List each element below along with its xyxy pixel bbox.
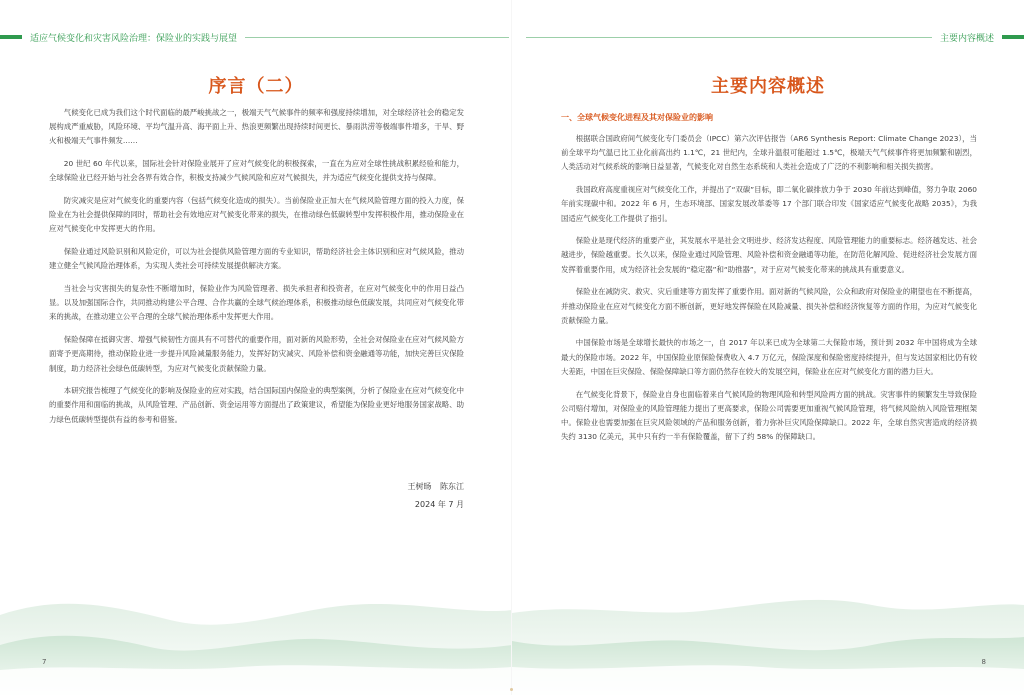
preface-body bbox=[49, 106, 464, 435]
running-head-bar bbox=[0, 35, 22, 39]
page-title: 主要内容概述 bbox=[711, 76, 825, 97]
paragraph: 本研究报告梳理了气候变化的影响及保险业的应对实践，结合国际国内保险业的典型案例，分析了保险业在应对气候变化中的重要作用和面临的挑战，从风险管理、产品创新、资金运用等方面提出了政策建议，希望能为保险业更好地服务国家战略、助力绿色低碳转型提供有益的参考和借鉴。 bbox=[49, 386, 464, 424]
paragraph: 气候变化已成为我们这个时代面临的最严峻挑战之一，极端天气气候事件的频率和强度持续增加，对全球经济社会的稳定发展构成严重威胁，风险环境、平均气温升高、海平面上升、热浪更频繁出现持续时间更长、暴雨洪涝等极端事件增多，干旱、野火和极端天气事件频发…… bbox=[49, 108, 464, 146]
running-head-left bbox=[0, 31, 509, 43]
paragraph: 防灾减灾是应对气候变化的重要内容（包括气候变化造成的损失）。当前保险业正加大在气候风险管理方面的投入力度，保险业在为社会提供保障的同时，帮助社会有效地应对气候变化带来的损失，在推动绿色低碳转型中发挥积极作用，推动保险业在应对气候变化中发挥更大的作用。 bbox=[49, 196, 464, 234]
paragraph: 中国保险市场是全球增长最快的市场之一，自 2017 年以来已成为全球第二大保险市场，预计到 2032 年中国将成为全球最大的保险市场。2022 年，中国保险业原保险保费收入 4.7 万亿元，保险深度和保险密度持续提升，但与发达国家相比仍有较大差距，中国在巨灾保险、保险保障缺口等方面仍然存在较大的发展空间，保险业在应对气候变化方面的潜力巨大。 bbox=[561, 338, 977, 376]
running-head-rule bbox=[526, 37, 932, 38]
paragraph: 保险业通过风险识别和风险定价，可以为社会提供风险管理方面的专业知识，帮助经济社会主体识别和应对气候风险，推动建立健全气候风险治理体系，为实现人类社会可持续发展提供解决方案。 bbox=[49, 247, 464, 271]
summary-body bbox=[561, 132, 977, 453]
mountain-landscape-illustration bbox=[0, 575, 512, 695]
page-number: 7 bbox=[42, 658, 47, 666]
paragraph: 保险保障在抵御灾害、增强气候韧性方面具有不可替代的重要作用，面对新的风险形势，全社会对保险业在应对气候风险方面寄予更高期待，推动保险业进一步提升风险减量服务能力，发挥好防灾减灾、风险补偿和资金融通等功能，加快完善巨灾保险制度，助力经济社会绿色低碳转型，为应对气候变化贡献保险力量。 bbox=[49, 335, 464, 373]
mountain-landscape-illustration bbox=[512, 575, 1024, 695]
running-head-rule bbox=[245, 37, 509, 38]
paragraph: 根据联合国政府间气候变化专门委员会（IPCC）第六次评估报告（AR6 Synthesis Report: Climate Change 2023），当前全球平均气温已比工业化前高出约 1.1℃，21 世纪内，全球升温很可能超过 1.5℃，极端天气气候事件将更加频繁和剧烈，人类活动对气候系统的影响日益显著，气候变化对自然生态系统和人类社会造成了广泛的不利影响和相关损失损害。 bbox=[561, 134, 977, 172]
running-head-bar bbox=[1002, 35, 1024, 39]
right-page bbox=[512, 0, 1024, 695]
page-title: 序言（二） bbox=[208, 76, 304, 97]
paragraph: 保险业在减防灾、救灾、灾后重建等方面发挥了重要作用。面对新的气候风险，公众和政府对保险业的期望也在不断提高，并推动保险业在应对气候变化方面不断创新，更好地发挥保险在风险减量、损失补偿和经济恢复等方面的作用，为应对气候变化贡献保险力量。 bbox=[561, 287, 977, 325]
paragraph: 保险业是现代经济的重要产业，其发展水平是社会文明进步、经济发达程度、风险管理能力的重要标志。经济越发达、社会越进步，保险越重要。长久以来，保险业通过风险管理、风险补偿和资金融通等功能，在防范化解风险、促进经济社会发展方面发挥着重要作用，成为经济社会发展的“稳定器”和“助推器”，对于应对气候变化带来的挑战具有重要意义。 bbox=[561, 236, 977, 274]
section-heading: 一、全球气候变化进程及其对保险业的影响 bbox=[561, 113, 713, 122]
running-head-text: 主要内容概述 bbox=[939, 33, 994, 44]
signature-names: 王树旸 陈东江 bbox=[407, 482, 464, 491]
running-head-text: 适应气候变化和灾害风险治理：保险业的实践与展望 bbox=[30, 33, 238, 44]
page-number: 8 bbox=[981, 658, 986, 666]
paragraph: 在气候变化背景下，保险业自身也面临着来自气候风险的物理风险和转型风险两方面的挑战。灾害事件的频繁发生导致保险公司赔付增加，对保险业的风险管理能力提出了更高要求，保险公司需要更加重视气候风险管理，将气候风险纳入风险管理框架中。保险业也需要加强在巨灾风险领域的产品和服务创新，着力弥补巨灾风险保障缺口。2022 年，全球自然灾害造成的经济损失约 3130 亿美元，其中只有约一半有保险覆盖，留下了约 58% 的保障缺口。 bbox=[561, 389, 977, 442]
running-head-right bbox=[526, 31, 1024, 43]
paragraph: 我国政府高度重视应对气候变化工作，并提出了“双碳”目标，即二氧化碳排放力争于 2030 年前达到峰值，努力争取 2060 年前实现碳中和。2022 年 6 月，生态环境部、国家发展改革委等 17 个部门联合印发《国家适应气候变化战略 2035》，为我国适应气候变化工作提供了指引。 bbox=[561, 185, 977, 223]
center-gutter-dot bbox=[510, 688, 513, 691]
paragraph: 当社会与灾害损失的复杂性不断增加时，保险业作为风险管理者、损失承担者和投资者，在应对气候变化中的作用日益凸显。以及加强国际合作，共同推动构建公平合理、合作共赢的全球气候治理体系，积极推动绿色低碳发展，共同应对气候变化带来的挑战，在推动建立公平合理的全球气候治理体系中发挥更大作用。 bbox=[49, 284, 464, 322]
paragraph: 20 世纪 60 年代以来，国际社会针对保险业展开了应对气候变化的积极探索，一直在为应对全球性挑战积累经验和能力，全球保险业已经开始与社会各界有效合作，积极支持减少气候风险和应对气候损失，并为适应气候变化提供支持与保障。 bbox=[49, 159, 464, 183]
signature-date: 2024 年 7 月 bbox=[414, 500, 464, 509]
